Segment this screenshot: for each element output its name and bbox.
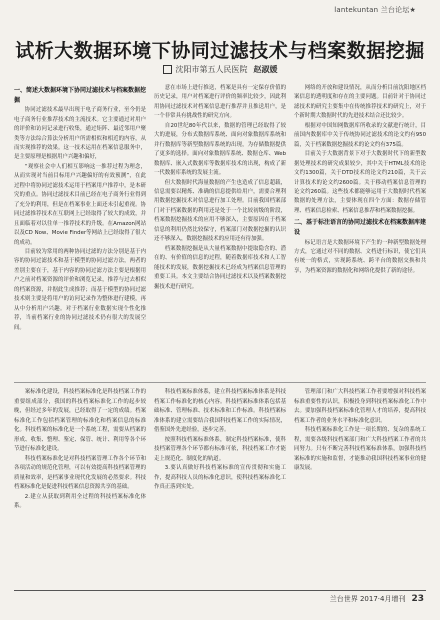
paragraph: 根据对中国知网数据库所收录的文献进行统计，目前国内数据库中关于传统协同过滤技术的论文约有950篇，关于档案数据挖掘技术的论文约有375篇。 — [294, 122, 426, 148]
section-heading: 二、基于标注语言的协同过滤技术在档案数据库建设 — [294, 219, 426, 236]
journal-name: 兰台世界 2017·4月增刊 — [329, 595, 406, 603]
bottom-column-left — [14, 388, 146, 584]
byline — [0, 64, 440, 75]
upper-columns — [14, 84, 426, 380]
column-right — [294, 84, 426, 380]
paragraph: 网络的开放和建设情况，从而分析目前沈阳地区档案信息的透明度和存在的主要问题。目前针对于协同过滤技术的研究主要集中在传统推荐技术的研究上，对于个新时期大数据时代的先进技术结合还比较少。 — [294, 85, 426, 120]
paragraph: 科技档案标准体系，建立科技档案标准体系是科技档案工作标准化的核心内容。科技档案标准体系包括基础标准、管理标准、技术标准和工作标准。科技档案标准体系的建立需要结合我国科技档案工作的实际情况，借鉴国外先进经验，逐步完善。 — [154, 389, 286, 433]
column-middle — [154, 84, 286, 380]
footer — [330, 594, 424, 604]
paragraph: 管理部门和广大科技档案工作者要增强对科技档案标准重要性的认识，积极投身到科技档案标准化工作中去。要加强科技档案标准化管理人才的培养，提高科技档案工作者的业务水平和标准化意识。 — [294, 389, 426, 424]
paragraph: 档案数据挖掘是从大量档案数据中提取隐含的、潜在的、有价值的信息的过程，随着数据库技术和人工智能技术的发展，数据挖掘技术已经成为档案信息管理的重要工具。本文主要结合协同过滤技术以及档案数据挖掘技术进行研究。 — [154, 245, 286, 290]
header-tag: lantekuntan 兰台论坛★ — [334, 6, 416, 14]
paragraph: 科技档案标准化是对科技档案管理工作各个环节和各项活动的规范化管理，可以有效提高科技档案管理的质量和效率，是档案事业现代化发展的必然要求。科技档案标准化是促进科技档案信息资源共享的基础。 — [14, 455, 146, 490]
paragraph: 案标准化建设，科技档案标准化是科技档案工作的重要组成部分，我国的科技档案标准化工作的起步较晚，但经过多年的发展，已经取得了一定的成绩。档案标准化工作包括档案管理的标准化和档案信息的标准化。科技档案的标准化是一个系统工程，需要从档案的形成、收集、整理、鉴定、保管、统计、利用等各个环节进行标准化建设。 — [14, 389, 146, 452]
paragraph: 但大数据时代海量数据的产生也造成了信息超载，信息需要以精炼、准确的信息提供给用户，需要合理利用数据挖掘技术对信息进行加工处理。目前我国档案部门对于档案数据的利用还是处于一个比较初级的阶段，档案数据挖掘技术的应用不够深入，主要原因在于档案信息的利用仍然比较保守，档案部门对数据挖掘的认识还不够深入，数据挖掘技术的应用还有待加强。 — [154, 179, 286, 243]
paragraph: 自20世纪80年代以来，数据的管理已经取得了较大的进展，分布式数据库系统、面向对象数据库系统和并行数据库等新型数据库系统的出现，为存储数据提供了更多的选择。面向对象数据库系统、数据仓库、Web数据库、嵌入式数据库等数据库技术的出现，构成了新一代数据库系统的发展主流。 — [154, 122, 286, 177]
paragraph: 按照科技档案标准体系，制定科技档案标准，使科技档案管理各个环节都有标准可依，科技档案工作才能走上规范化、制度化的轨道。 — [154, 436, 286, 462]
affiliation: 沈阳市第五人民医院 — [175, 65, 248, 74]
box-icon — [163, 65, 172, 74]
paragraph: 科技档案标准化工作是一项长期的、复杂的系统工程，需要各级科技档案部门和广大科技档案工作者的共同努力。只有不断完善科技档案标准体系，加强科技档案标准的实施和监督，才能推动我国科技档案事业的健康发展。 — [294, 427, 426, 471]
section-heading: 一、简述大数据环境下协同过滤技术与档案数据挖掘 — [14, 87, 146, 104]
article-title: 试析大数据环境下协同过滤技术与档案数据挖掘 — [15, 40, 425, 62]
bottom-column-middle — [154, 388, 286, 584]
paragraph: 目前关于大数据背景下对于大数据时代下的新型数据处理技术的研究成果较少，其中关于HTML技术的论文约1300篇，关于DTD技术的论文约210篇，关于云计算技术的论文约2600篇。关于移动档案信息管理的论文约260篇。这些技术都能够运用于大数据时代档案数据的处理方法，主要体现在四个方面：数据存储管理、档案信息检索、档案信息推荐和档案数据挖掘。 — [294, 151, 426, 214]
page-number: 23 — [411, 594, 424, 604]
lower-columns — [14, 388, 426, 584]
author: 赵淑媛 — [253, 65, 278, 74]
footer-rule — [14, 590, 426, 591]
paragraph: 2.建立从获取到利用全过程的科技档案标准化体系。 — [14, 493, 146, 509]
bottom-column-right — [294, 388, 426, 584]
paragraph: 协同过滤技术最早出现于电子商务行业，至今仍是电子商务行业推荐技术的主流技术。它主要通过对用户的评价和访问记录进行收集，通过矩阵、最近邻用户聚类等方法综合算法分析用户所需相似和相近的内容，从而实现推荐的效果。这一技术运用在档案信息服务中，是主要原理是根据用户兴趣和偏好， — [14, 107, 146, 161]
paragraph: 目前较为常用的两种协同过滤的方法分别是基于内容的协同过滤技术和基于模型的协同过滤方法，两者的差别主要在于，基于内容的协同过滤方法主要是根据用户之前对档案资源的评价和浏览记录，推荐与过去相似的档案资源，并据此生成推荐；而基于模型的协同过滤技术则主要是将用户的访问记录作为整体进行建模，再从中分析用户兴趣。对于档案行业数据实现个性化推荐，当前档案行业的协同过滤技术仍有很大的发展空间。 — [14, 248, 146, 331]
paragraph: 标记语言是大数据环境下产生的一种新型数据处理方式，它通过对不同的数据、文档进行标识，使它们具有统一的格式，实现跨系统、跨平台的数据交换和共享，为档案资源的数据化和网络化提供了新的途径。 — [294, 239, 426, 274]
paragraph: 意在市场上进行推送，档案是具有一定保存价值的历史记录，用户对档案进行评价的频率比较少，因此利用协同过滤技术对档案信息进行推荐并且推送用户，是一个非常具有挑战性的研究方向。 — [154, 85, 286, 120]
paragraph: “观察社会中人们相互影响这一推荐过程为理念，从而实现对当前目标用户兴趣偏好的有效预测”，在此过程中将协同过滤技术运用于档案用户推荐中，是本研究的重点。协同过滤技术目前已经在电子商务行业得到了充分的利用，但是在档案事业上面还未引起重视。协同过滤推荐技术在互联网上已经取得了较大的成效，并且面临着对以往单一推荐技术的升级。在Amazon网站以及CD Now、Movie Finder等网站上已经取得了很大的成功。 — [14, 163, 146, 246]
section-divider — [14, 382, 426, 383]
column-left — [14, 84, 146, 380]
paragraph: 3.要认真做好科技档案标准的宣传贯彻和实施工作，提高科技人员的标准化意识，使科技档案标准化工作真正落到实处。 — [154, 465, 286, 490]
